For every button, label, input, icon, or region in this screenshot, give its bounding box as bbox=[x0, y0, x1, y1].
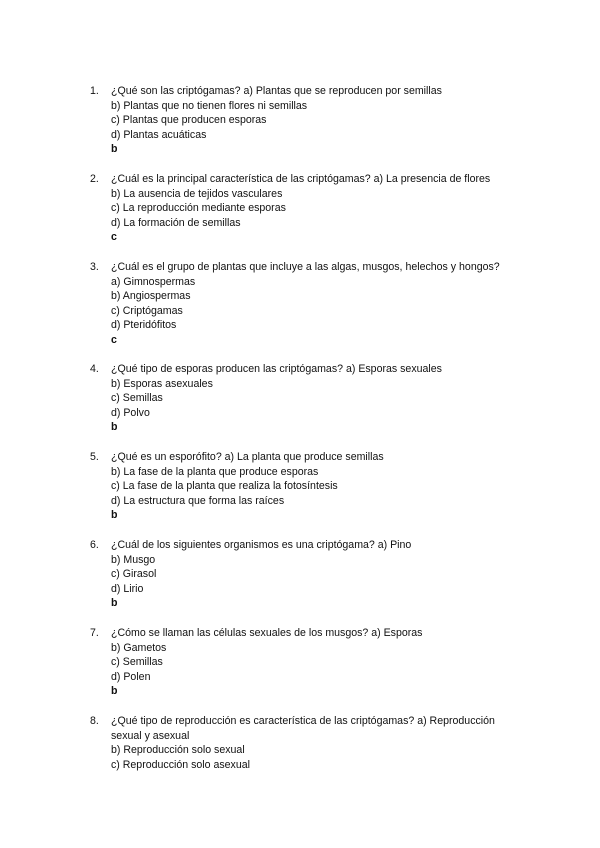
option: c) Plantas que producen esporas bbox=[111, 114, 267, 127]
question-4 bbox=[90, 362, 530, 435]
question-5 bbox=[90, 450, 530, 523]
answer: b bbox=[111, 421, 118, 434]
question-text: ¿Cuál es el grupo de plantas que incluye a las algas, musgos, helechos y hongos? bbox=[111, 261, 500, 273]
option: c) Semillas bbox=[111, 392, 163, 405]
question-1 bbox=[90, 84, 530, 157]
question-3 bbox=[90, 260, 530, 348]
question-text: ¿Cuál es la principal característica de las criptógamas? a) La presencia de flores bbox=[111, 173, 491, 185]
option: d) La formación de semillas bbox=[111, 216, 241, 229]
question-text: ¿Qué son las criptógamas? a) Plantas que se reproducen por semillas bbox=[111, 85, 442, 97]
answer: b bbox=[111, 143, 118, 156]
question-7 bbox=[90, 626, 530, 699]
question-text: ¿Qué tipo de reproducción es característica de las criptógamas? a) Reproducción bbox=[111, 715, 495, 727]
answer: b bbox=[111, 597, 118, 610]
option: b) Musgo bbox=[111, 553, 156, 566]
option: c) Semillas bbox=[111, 656, 163, 669]
question-text: ¿Cuál de los siguientes organismos es una criptógama? a) Pino bbox=[111, 539, 412, 551]
question-text: ¿Qué es un esporófito? a) La planta que produce semillas bbox=[111, 451, 384, 463]
option: b) Angiospermas bbox=[111, 290, 191, 303]
option: b) La fase de la planta que produce esporas bbox=[111, 465, 319, 478]
option: d) Plantas acuáticas bbox=[111, 128, 207, 141]
question-number: 1. bbox=[90, 85, 99, 97]
answer: b bbox=[111, 509, 118, 522]
question-text: ¿Cómo se llaman las células sexuales de los musgos? a) Esporas bbox=[111, 627, 423, 639]
option: a) Gimnospermas bbox=[111, 275, 196, 288]
option: c) Girasol bbox=[111, 568, 157, 581]
option: d) Lirio bbox=[111, 582, 144, 595]
answer: b bbox=[111, 685, 118, 698]
question-2 bbox=[90, 172, 530, 245]
question-8 bbox=[90, 714, 530, 772]
answer: c bbox=[111, 231, 117, 244]
option: b) Esporas asexuales bbox=[111, 377, 213, 390]
question-number: 3. bbox=[90, 261, 99, 273]
question-number: 5. bbox=[90, 451, 99, 463]
option: c) Reproducción solo asexual bbox=[111, 758, 250, 771]
question-6 bbox=[90, 538, 530, 611]
option: d) Polen bbox=[111, 670, 151, 683]
option: b) La ausencia de tejidos vasculares bbox=[111, 187, 283, 200]
option: d) Pteridófitos bbox=[111, 319, 177, 332]
answer: c bbox=[111, 333, 117, 346]
option: b) Plantas que no tienen flores ni semillas bbox=[111, 99, 308, 112]
question-text-continued: sexual y asexual bbox=[111, 729, 190, 742]
question-number: 4. bbox=[90, 363, 99, 375]
question-number: 6. bbox=[90, 539, 99, 551]
question-number: 8. bbox=[90, 715, 99, 727]
question-number: 7. bbox=[90, 627, 99, 639]
option: c) La fase de la planta que realiza la fotosíntesis bbox=[111, 480, 338, 493]
option: c) Criptógamas bbox=[111, 304, 183, 317]
option: b) Gametos bbox=[111, 641, 167, 654]
question-text: ¿Qué tipo de esporas producen las criptógamas? a) Esporas sexuales bbox=[111, 363, 442, 375]
option: d) Polvo bbox=[111, 406, 150, 419]
option: c) La reproducción mediante esporas bbox=[111, 202, 286, 215]
option: b) Reproducción solo sexual bbox=[111, 744, 245, 757]
question-number: 2. bbox=[90, 173, 99, 185]
option: d) La estructura que forma las raíces bbox=[111, 494, 285, 507]
